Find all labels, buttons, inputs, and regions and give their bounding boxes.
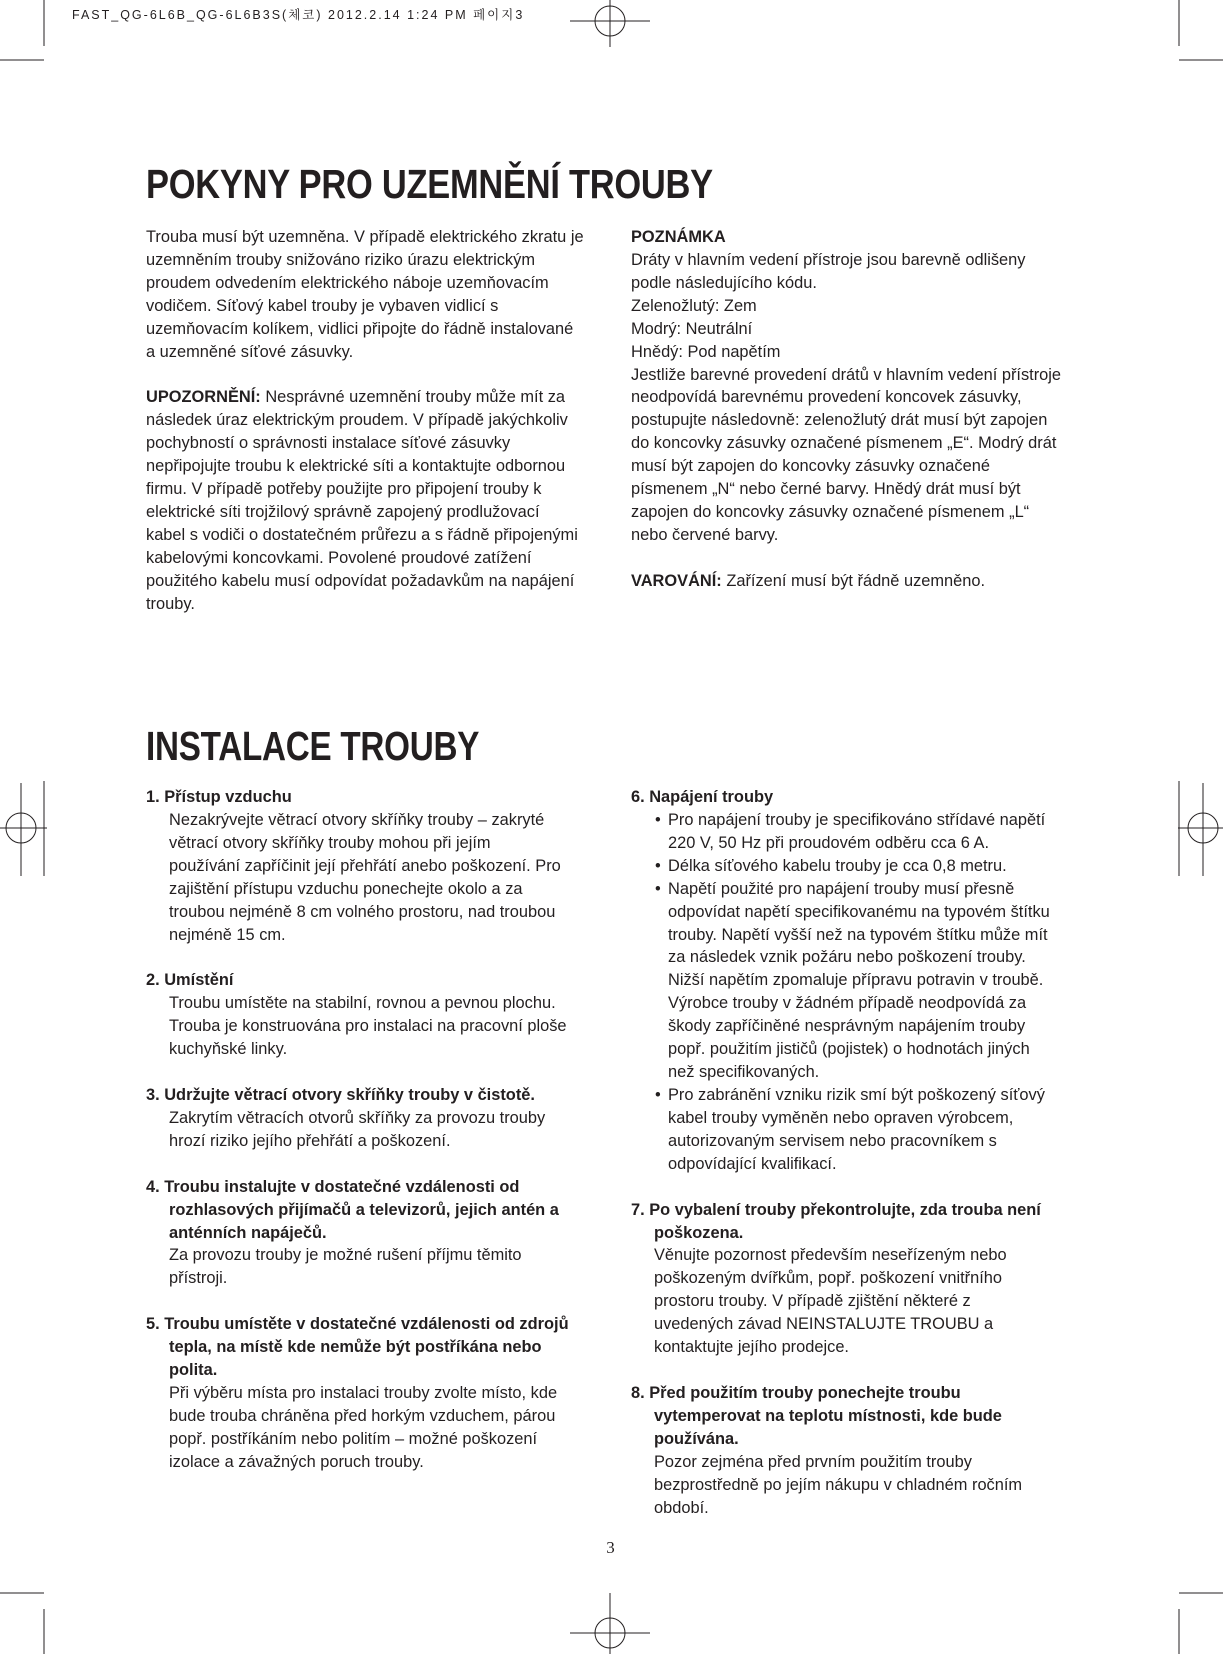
item-body-line: přístroji. <box>169 1269 228 1288</box>
instruction-item <box>631 1199 1101 1359</box>
item-body-line: Zakrytím větracích otvorů skříňky za provozu trouby <box>169 1108 546 1127</box>
item-body-line: prostoru trouby. V případě zjištění některé z <box>654 1292 971 1311</box>
item-body-line: zajištění přístupu vzduchu ponechejte okolo a za <box>169 879 523 898</box>
bullet-line: • Napětí použité pro napájení trouby musí přesně <box>631 878 1101 901</box>
item-body-line: hrozí riziko jejího přehřátí a poškození. <box>169 1131 451 1150</box>
paragraph-line: firmu. V případě potřeby použijte pro připojení trouby k <box>146 480 542 499</box>
paragraph-line: Zelenožlutý: Zem <box>631 296 757 315</box>
item-heading-line: 4. Troubu instalujte v dostatečné vzdálenosti od <box>146 1177 520 1196</box>
warning-paragraph <box>146 386 616 615</box>
paragraph-line: použitého kabelu musí odpovídat požadavkům na napájení <box>146 571 575 590</box>
bullet-line: Nižší napětím zpomaluje přípravu potravin v troubě. <box>668 971 1044 990</box>
registration-target-bottom <box>570 1593 650 1654</box>
instruction-item <box>146 1176 616 1291</box>
bullet-line: než specifikovaných. <box>668 1063 820 1082</box>
paragraph-line: do koncovky zásuvky označené písmenem „E“. Modrý drát <box>631 434 1057 453</box>
item-body-line: bude trouba chráněna před horkým vzduchem, párou <box>169 1406 556 1425</box>
item-heading-line: tepla, na místě kde nemůže být postříkána nebo <box>169 1338 542 1357</box>
item-body-line: izolace a závažných poruch trouby. <box>169 1452 424 1471</box>
item-body-line: uvedených závad NEINSTALUJTE TROUBU a <box>654 1315 994 1334</box>
paragraph-line: pochybností o správnosti instalace síťové zásuvky <box>146 434 511 453</box>
instruction-item <box>146 969 616 1061</box>
paragraph-line: trouby. <box>146 594 195 613</box>
paragraph-line: zapojen do koncovky zásuvky označené písmenem „L“ <box>631 503 1030 522</box>
paragraph-line: vodičem. Síťový kabel trouby je vybaven vidlicí s <box>146 296 499 315</box>
item-heading-line: 1. Přístup vzduchu <box>146 788 292 806</box>
item-heading-line: anténních napáječů. <box>169 1223 327 1242</box>
instruction-item <box>146 1084 616 1153</box>
item-body-line: popř. postříkáním nebo politím – možné poškození <box>169 1429 538 1448</box>
item-heading-line: 2. Umístění <box>146 971 234 990</box>
item-heading-line: 5. Troubu umístěte v dostatečné vzdálenosti od zdrojů <box>146 1315 569 1334</box>
paragraph-line: Jestliže barevné provedení drátů v hlavním vedení přístroje <box>631 365 1062 384</box>
section-title-grounding: POKYNY PRO UZEMNĚNÍ TROUBY <box>146 161 713 207</box>
paragraph-text: Zařízení musí být řádně uzemněno. <box>726 571 986 590</box>
item-heading-line: 6. Napájení trouby <box>631 788 774 806</box>
instruction-item <box>146 1313 616 1473</box>
installation-right-column <box>631 786 1101 1520</box>
paragraph-line: Dráty v hlavním vedení přístroje jsou barevně odlišeny <box>631 250 1026 269</box>
warning-label: UPOZORNĚNÍ: <box>146 388 261 407</box>
item-body-line: Za provozu trouby je možné rušení příjmu těmito <box>169 1246 522 1265</box>
bullet-line: 220 V, 50 Hz při proudovém odběru cca 6 A. <box>668 833 990 852</box>
paragraph-line: uzemněním trouby snižováno riziko úrazu elektrickým <box>146 250 535 269</box>
caution-label: VAROVÁNÍ: <box>631 571 722 590</box>
section-title-installation: INSTALACE TROUBY <box>146 723 480 769</box>
paragraph-line: nepřipojujte troubu k elektrické síti a kontaktujte odbornou <box>146 457 566 476</box>
item-heading-line: polita. <box>169 1361 218 1380</box>
bullet-line: • Pro napájení trouby je specifikováno střídavé napětí <box>631 809 1101 832</box>
registration-target-top <box>570 0 650 47</box>
paragraph-line: postupujte následovně: zelenožlutý drát musí být zapojen <box>631 411 1048 430</box>
print-job-header: FAST_QG-6L6B_QG-6L6B3S(체코) 2012.2.14 1:24 PM 페이지3 <box>72 8 525 22</box>
item-body-line: větrací otvory skříňky trouby mohou při jejím <box>169 833 491 852</box>
labeled-line <box>631 570 1101 593</box>
item-heading-line: 7. Po vybalení trouby překontrolujte, zda trouba není <box>631 1200 1041 1219</box>
note-heading: POZNÁMKA <box>631 228 726 246</box>
bullet-line: kabel trouby vyměněn nebo opraven výrobcem, <box>668 1108 1014 1127</box>
paragraph-line: písmenem „N“ nebo černé barvy. Hnědý drát musí být <box>631 480 1021 499</box>
crop-mark-bottom-right <box>1179 1593 1223 1654</box>
item-heading-line: 3. Udržujte větrací otvory skříňky trouby v čistotě. <box>146 1085 535 1104</box>
bullet-line: za následek vznik požáru nebo poškození trouby. <box>668 948 1026 967</box>
item-body-line: období. <box>654 1498 709 1517</box>
paragraph-line: podle následujícího kódu. <box>631 273 817 292</box>
item-body-line: Nezakrývejte větrací otvory skříňky trouby – zakryté <box>169 810 545 829</box>
item-body-line: kontaktujte jejího prodejce. <box>654 1338 849 1357</box>
bullet-line: • Pro zabránění vzniku rizik smí být poškozený síťový <box>631 1084 1101 1107</box>
bullet-line: škody zapříčiněné nesprávným napájením trouby <box>668 1017 1026 1036</box>
instruction-item <box>631 786 1101 1176</box>
item-heading-line: používána. <box>654 1429 739 1448</box>
paragraph-line: kabelovými koncovkami. Povolené proudové zatížení <box>146 548 532 567</box>
item-body-line: Pozor zejména před prvním použitím trouby <box>654 1452 972 1471</box>
paragraph-line: Trouba musí být uzemněna. V případě elektrického zkratu je <box>146 228 584 246</box>
instruction-item <box>146 786 616 946</box>
note-paragraph <box>631 226 1101 547</box>
item-heading-line: rozhlasových přijímačů a televizorů, jejich antén a <box>169 1200 559 1219</box>
instruction-item <box>631 1382 1101 1520</box>
paragraph-line: nebo červené barvy. <box>631 525 779 544</box>
item-body-line: Trouba je konstruována pro instalaci na pracovní ploše <box>169 1017 567 1036</box>
bullet-line: • Délka síťového kabelu trouby je cca 0,8 metru. <box>631 855 1101 878</box>
paragraph-line: následek úraz elektrickým proudem. V případě jakýchkoliv <box>146 411 568 430</box>
bullet-line: odpovídající kvalifikací. <box>668 1154 837 1173</box>
installation-left-column <box>146 786 616 1474</box>
paragraph-line: a uzemněné síťové zásuvky. <box>146 342 354 361</box>
item-body-line: poškozeným dvířkům, popř. poškození vnitřního <box>654 1269 1003 1288</box>
bullet-line: popř. použitím jističů (pojistek) o hodnotách jiných <box>668 1040 1030 1059</box>
crop-mark-bottom-left <box>0 1593 44 1654</box>
item-body-line: bezprostředně po jejím nákupu v chladném ročním <box>654 1475 1023 1494</box>
bullet-line: trouby. Napětí vyšší než na typovém štítku může mít <box>668 925 1048 944</box>
bullet-line: Výrobce trouby v žádném případě neodpovídá za <box>668 994 1027 1013</box>
crop-mark-top-right <box>1179 0 1223 60</box>
paragraph-line: musí být zapojen do koncovky zásuvky označené <box>631 457 990 476</box>
item-heading-line: poškozena. <box>654 1223 744 1242</box>
intro-paragraph <box>146 226 616 364</box>
page-number: 3 <box>606 1538 615 1557</box>
item-body-line: nejméně 15 cm. <box>169 925 286 944</box>
item-heading-line: 8. Před použitím trouby ponechejte troubu <box>631 1383 961 1402</box>
registration-target-left <box>0 781 47 876</box>
paragraph-line: neodpovídá barevnému provedení koncovek zásuvky, <box>631 388 1022 407</box>
item-body-line: Při výběru místa pro instalaci trouby zvolte místo, kde <box>169 1383 558 1402</box>
caution-paragraph <box>631 570 1101 593</box>
paragraph-text: Nesprávné uzemnění trouby může mít za <box>265 388 566 407</box>
item-body-line: troubou nejméně 8 cm volného prostoru, nad troubou <box>169 902 556 921</box>
item-body-line: Věnujte pozornost především neseřízeným nebo <box>654 1246 1007 1265</box>
item-body-line: kuchyňské linky. <box>169 1040 288 1059</box>
bullet-line: odpovídat napětí specifikovanému na typovém štítku <box>668 902 1050 921</box>
crop-mark-top-left <box>0 0 44 60</box>
paragraph-line: proudem odvedením elektrického náboje uzemňovacím <box>146 273 549 292</box>
paragraph-line: Modrý: Neutrální <box>631 319 753 338</box>
grounding-right-column <box>631 226 1101 593</box>
paragraph-line: uzemňovacím kolíkem, vidlici připojte do řádně instalované <box>146 319 574 338</box>
registration-target-right <box>1178 781 1223 876</box>
item-body-line: používání zapříčinit její přehřátí anebo poškození. Pro <box>169 856 561 875</box>
item-heading-line: vytemperovat na teplotu místnosti, kde bude <box>654 1406 1002 1425</box>
paragraph-line: elektrické síti trojžilový správně zapojený prodlužovací <box>146 503 540 522</box>
labeled-line <box>146 386 616 409</box>
grounding-left-column <box>146 226 616 616</box>
bullet-line: autorizovaným servisem nebo pracovníkem s <box>668 1131 997 1150</box>
paragraph-line: kabel s vodiči o dostatečném průřezu a s řádně připojenými <box>146 525 578 544</box>
item-body-line: Troubu umístěte na stabilní, rovnou a pevnou plochu. <box>169 994 556 1013</box>
paragraph-line: Hnědý: Pod napětím <box>631 342 781 361</box>
